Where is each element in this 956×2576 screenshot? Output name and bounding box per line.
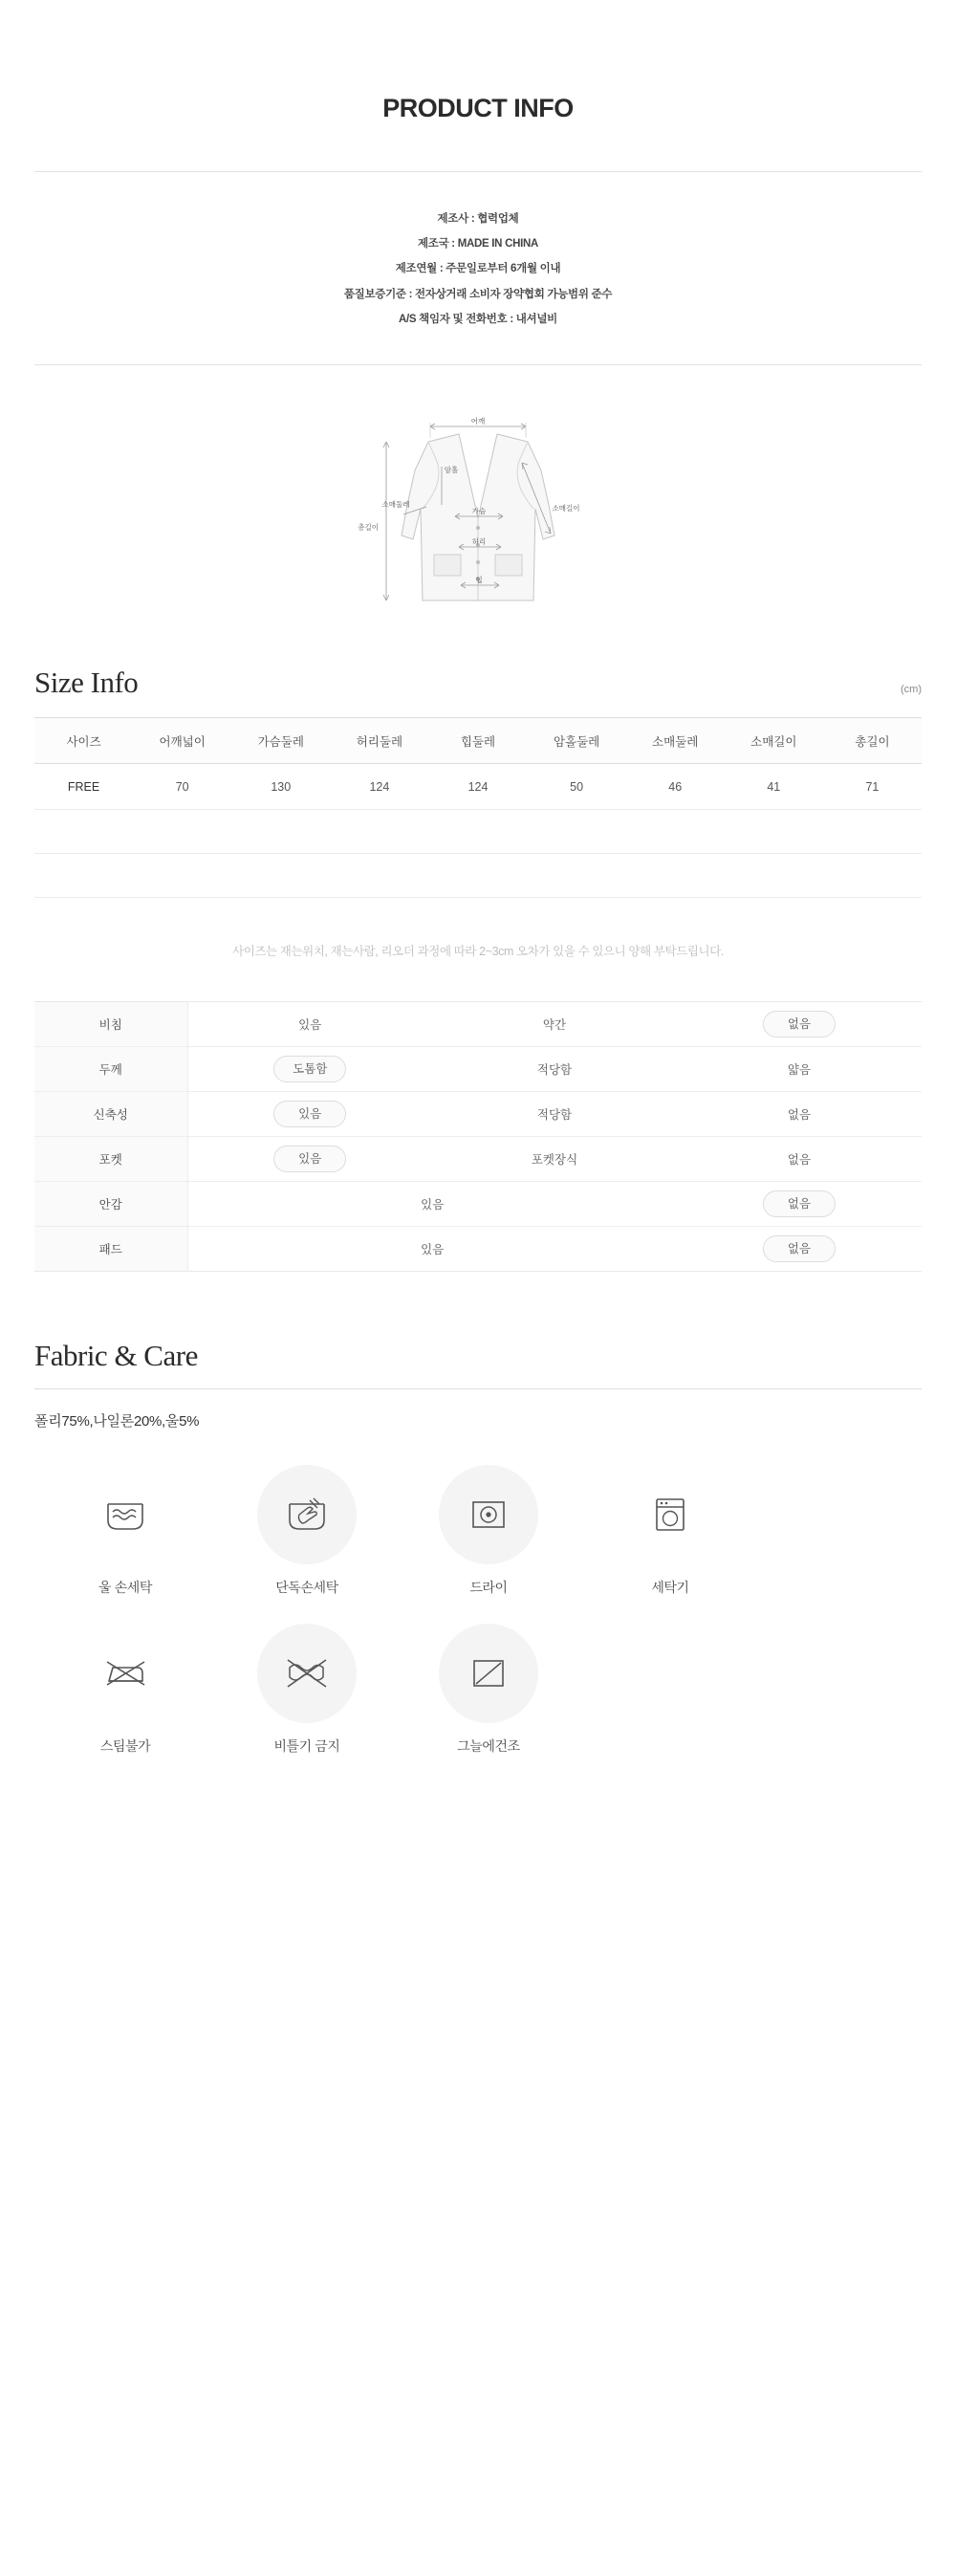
care-label: 울 손세탁 xyxy=(98,1580,152,1596)
attr-option-selected xyxy=(187,1047,432,1092)
product-info-line: 제조국 : MADE IN CHINA xyxy=(417,238,538,251)
care-label: 비틀기 금지 xyxy=(273,1738,340,1755)
attr-option-pill: 있음 xyxy=(273,1101,346,1128)
care-item xyxy=(34,1624,216,1756)
attr-option-pill: 없음 xyxy=(763,1011,836,1038)
attr-option: 있음 xyxy=(187,1182,677,1227)
care-item xyxy=(579,1465,761,1597)
page-title: PRODUCT INFO xyxy=(382,94,574,122)
care-label: 스팀불가 xyxy=(99,1738,151,1755)
no-wring-icon xyxy=(281,1650,333,1696)
attr-option-pill: 있음 xyxy=(273,1146,346,1173)
size-table xyxy=(34,717,922,898)
size-info-heading: Size Info xyxy=(34,666,139,700)
care-item xyxy=(34,1465,216,1597)
care-icon-circle xyxy=(257,1465,357,1564)
size-cell: 124 xyxy=(467,779,489,794)
care-icon-circle xyxy=(76,1624,175,1723)
size-cell: 70 xyxy=(175,779,189,794)
diagram-label-shoulder: 어깨 xyxy=(470,417,486,426)
attribute-table xyxy=(34,1001,922,1272)
care-symbol-grid xyxy=(34,1465,922,1782)
product-info-line: 품질보증기준 : 전자상거래 소비자 장약협회 가능범위 준수 xyxy=(343,288,613,300)
attr-option-selected xyxy=(677,1182,922,1227)
diagram-label-hip: 힙 xyxy=(475,576,483,585)
attr-label: 비침 xyxy=(34,1002,187,1047)
diagram-label-sleeve-length: 소매길이 xyxy=(552,504,580,513)
size-col-header: 소매길이 xyxy=(725,718,823,764)
size-col-header: 어깨넓이 xyxy=(133,718,231,764)
care-item xyxy=(398,1624,579,1756)
fabric-composition: 폴리75%,나일론20%,울5% xyxy=(34,1413,200,1430)
dry-clean-icon xyxy=(465,1492,512,1538)
diagram-label-waist: 허리 xyxy=(471,537,487,547)
size-info-header xyxy=(34,666,922,700)
attr-option-selected xyxy=(677,1227,922,1272)
care-label: 드라이 xyxy=(469,1580,508,1596)
table-row xyxy=(34,854,922,898)
care-label: 단독손세탁 xyxy=(275,1580,338,1596)
size-cell: 46 xyxy=(668,779,683,794)
product-info-line: A/S 책임자 및 전화번호 : 내셔널비 xyxy=(399,313,557,325)
size-col-header: 암홀둘레 xyxy=(528,718,626,764)
hand-wash-wool-icon xyxy=(99,1492,151,1538)
attr-option-pill: 없음 xyxy=(763,1235,836,1263)
table-row xyxy=(34,1047,922,1092)
diagram-label-sleeve-circumference: 소매둘레 xyxy=(381,500,410,510)
size-col-header: 소매둘레 xyxy=(626,718,725,764)
care-label: 그늘에건조 xyxy=(457,1738,520,1755)
product-info-box xyxy=(34,171,922,365)
table-row xyxy=(34,1182,922,1227)
care-item xyxy=(216,1465,398,1597)
attr-label: 신축성 xyxy=(34,1092,187,1137)
attr-option-pill: 없음 xyxy=(763,1190,836,1218)
hand-wash-only-icon xyxy=(281,1492,333,1538)
attr-label: 포켓 xyxy=(34,1137,187,1182)
table-row xyxy=(34,1002,922,1047)
diagram-label-chest: 가슴 xyxy=(471,507,487,516)
attr-label: 패드 xyxy=(34,1227,187,1272)
size-cell: 124 xyxy=(369,779,390,794)
table-row xyxy=(34,1227,922,1272)
size-cell: FREE xyxy=(67,779,100,794)
attr-option: 있음 xyxy=(187,1002,432,1047)
size-col-header: 힙둘레 xyxy=(428,718,527,764)
table-row xyxy=(34,764,922,810)
attr-option: 얇음 xyxy=(677,1047,922,1092)
care-icon-circle xyxy=(620,1465,720,1564)
divider xyxy=(34,1388,922,1389)
attr-option: 포켓장식 xyxy=(432,1137,677,1182)
size-cell: 41 xyxy=(767,779,781,794)
washing-machine-icon xyxy=(646,1492,694,1538)
attr-option-selected xyxy=(187,1137,432,1182)
size-cell: 71 xyxy=(865,779,880,794)
size-col-header: 총길이 xyxy=(823,718,922,764)
size-col-header: 가슴둘레 xyxy=(231,718,330,764)
attr-option: 약간 xyxy=(432,1002,677,1047)
care-item xyxy=(216,1624,398,1756)
attr-option: 적당함 xyxy=(432,1092,677,1137)
attr-option-pill: 도톰함 xyxy=(273,1056,346,1083)
attr-option: 없음 xyxy=(677,1092,922,1137)
no-steam-icon xyxy=(99,1650,151,1696)
attr-label: 두께 xyxy=(34,1047,187,1092)
product-info-line: 제조연월 : 주문일로부터 6개월 이내 xyxy=(395,263,561,275)
care-icon-circle xyxy=(257,1624,357,1723)
care-label: 세탁기 xyxy=(651,1580,689,1596)
size-col-header: 사이즈 xyxy=(34,718,133,764)
size-col-header: 허리둘레 xyxy=(330,718,428,764)
table-row xyxy=(34,1137,922,1182)
product-info-line: 제조사 : 협력업체 xyxy=(437,213,519,225)
bottom-spacer xyxy=(0,1782,956,1888)
attr-option: 없음 xyxy=(677,1137,922,1182)
table-row xyxy=(34,810,922,854)
size-info-unit: (cm) xyxy=(901,684,922,696)
size-table-header-row xyxy=(34,718,922,764)
dry-in-shade-icon xyxy=(465,1650,512,1696)
table-row xyxy=(34,1092,922,1137)
diagram-label-armhole: 암홀 xyxy=(444,466,459,475)
care-icon-circle xyxy=(439,1624,538,1723)
attr-option-selected xyxy=(187,1092,432,1137)
size-cell: 130 xyxy=(271,779,292,794)
size-note: 사이즈는 재는위치, 재는사람, 리오더 과정에 따라 2~3cm 오차가 있을 수 있으니 양해 부탁드립니다. xyxy=(232,945,724,959)
garment-diagram-svg xyxy=(315,413,641,633)
care-icon-circle xyxy=(439,1465,538,1564)
care-item xyxy=(398,1465,579,1597)
attr-label: 안감 xyxy=(34,1182,187,1227)
garment-measurement-diagram xyxy=(0,404,956,643)
size-cell: 50 xyxy=(570,779,584,794)
attr-option: 적당함 xyxy=(432,1047,677,1092)
attr-option-selected xyxy=(677,1002,922,1047)
attr-option: 있음 xyxy=(421,1243,445,1257)
care-icon-circle xyxy=(76,1465,175,1564)
fabric-care-heading: Fabric & Care xyxy=(34,1339,198,1373)
diagram-label-total-length: 총길이 xyxy=(358,523,379,533)
